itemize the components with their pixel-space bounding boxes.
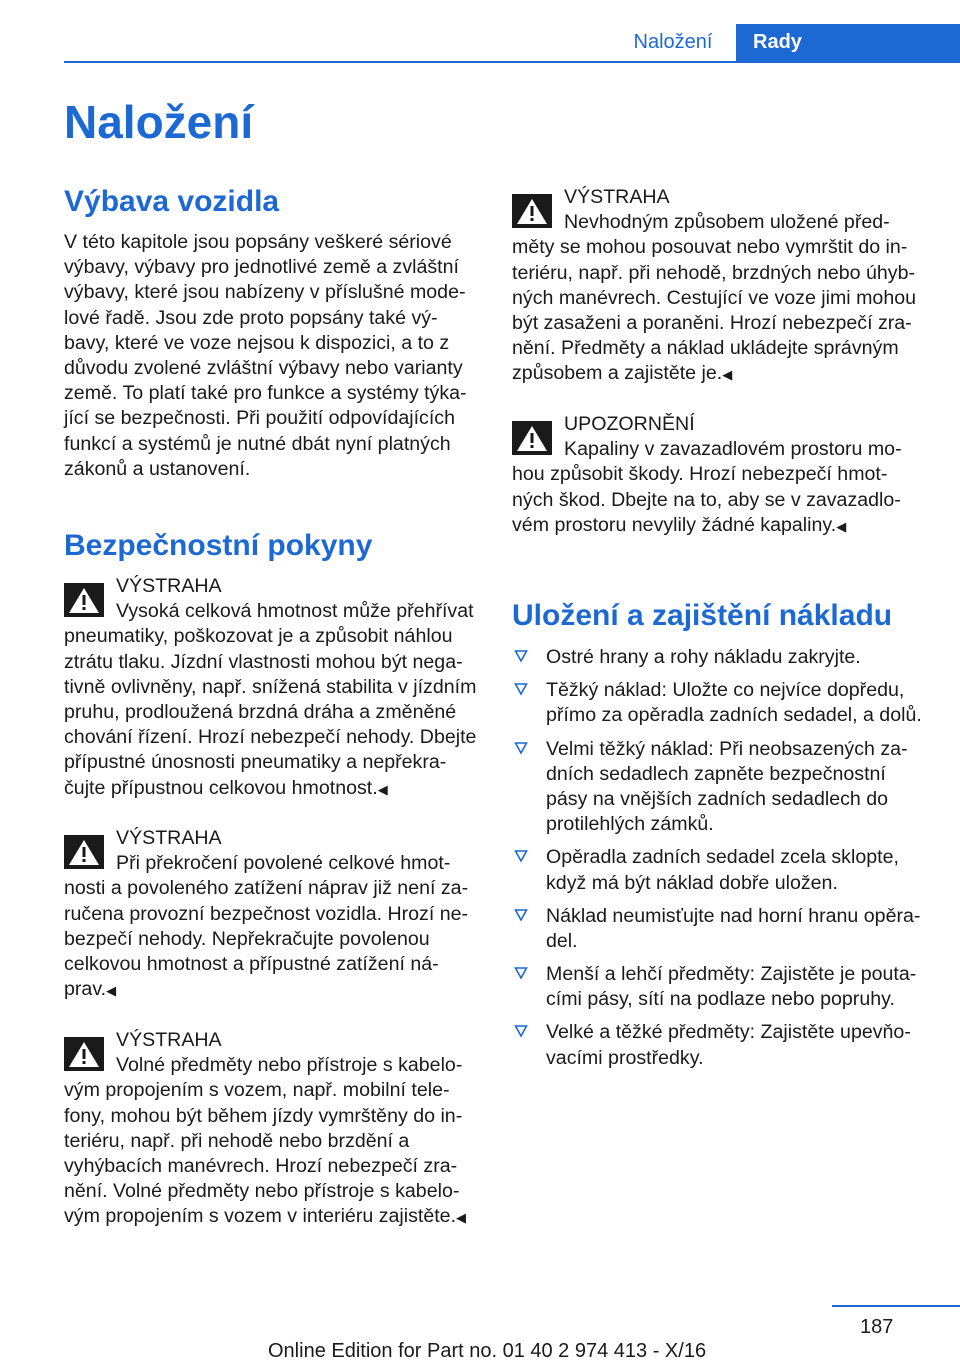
warning-icon: [512, 194, 552, 228]
bullet-text: pásy na vnějších zadních sedadlech do: [546, 787, 889, 810]
bullet-text: vacími prostředky.: [546, 1046, 704, 1069]
end-mark-icon: ◀: [456, 1210, 467, 1226]
list-item: [512, 962, 924, 1012]
bullet-text: Velmi těžký náklad: Při neobsazených za‐: [546, 737, 908, 760]
text-line: Nevhodným způsobem uložené před‐: [564, 211, 890, 234]
text-line: funkcí a systémů je nutné dbát nyní platných: [64, 432, 451, 455]
text-line: nosti a povoleného zatížení náprav již není za‐: [64, 877, 469, 900]
bullet-text: Ostré hrany a rohy nákladu zakryjte.: [546, 646, 861, 668]
end-mark-icon: ◀: [377, 781, 388, 797]
text-line: nění. Volné předměty nebo přístroje s kabelo‐: [64, 1180, 460, 1203]
triangle-bullet-icon: [514, 682, 528, 696]
warning-block: [512, 185, 924, 387]
text-line: měty se mohou posouvat nebo vymrštit do in‐: [512, 236, 908, 259]
text-line: Vysoká celková hmotnost může přehřívat: [116, 600, 474, 623]
edition-note: Online Edition for Part no. 01 40 2 974 413 - X/16: [268, 1340, 707, 1362]
bullet-text: Opěradla zadních sedadel zcela sklopte,: [546, 846, 899, 869]
text-line: zákonů a ustanovení.: [64, 457, 251, 480]
bullet-text: del.: [546, 929, 578, 952]
warning-title: VÝSTRAHA: [116, 1029, 222, 1051]
header-rule: [64, 61, 960, 63]
text-line: chování řízení. Hrozí nebezpečí nehody. Dbejte: [64, 726, 477, 749]
text-line: bezpečí nehody. Nepřekračujte povolenou: [64, 927, 430, 950]
text-line: vyhýbacích manévrech. Hrozí nebezpečí zra‐: [64, 1154, 458, 1177]
text-line: vým propojením s vozem v interiéru zajistěte.: [64, 1205, 457, 1228]
text-line: vém prostoru nevylily žádné kapaliny.: [512, 513, 837, 536]
warning-icon: [64, 835, 104, 869]
warning-block: [64, 826, 480, 1002]
text-line: teriéru, např. při nehodě, brzdných nebo úhyb‐: [512, 261, 916, 284]
list-item: [512, 645, 924, 670]
end-mark-icon: ◀: [722, 367, 733, 383]
heading-bezpecnost: Bezpečnostní pokyny: [64, 529, 373, 562]
warning-block: [64, 574, 480, 801]
page-number: 187: [860, 1316, 894, 1338]
tab-chapter-label: Rady: [753, 31, 802, 53]
bullet-text: Menší a lehčí předměty: Zajistěte je pouta‐: [546, 963, 917, 986]
text-line: tivně ovlivněny, např. snížená stabilita v jízdním: [64, 675, 477, 698]
tab-chapter[interactable]: [736, 24, 960, 61]
text-line: bavy, které ve voze nejsou k dispozici, a to z: [64, 331, 450, 354]
page-title: Naložení: [64, 96, 254, 148]
bullet-list: [512, 645, 924, 1071]
warning-title: VÝSTRAHA: [116, 575, 222, 597]
list-item: [512, 845, 924, 895]
text-line: vým propojením s vozem, např. mobilní tele‐: [64, 1079, 450, 1102]
text-line: prav.: [64, 978, 107, 1001]
vybava-paragraph: [64, 230, 480, 482]
bullet-text: dních sedadlech zapněte bezpečnostní: [546, 762, 886, 785]
warning-icon: [64, 583, 104, 617]
bullet-text: když má být náklad dobře uložen.: [546, 871, 838, 894]
text-line: ztrátu tlaku. Jízdní vlastnosti mohou být nega‐: [64, 650, 463, 673]
text-line: Při překročení povolené celkové hmot‐: [116, 852, 451, 875]
footer-rule: [832, 1305, 960, 1307]
notice-title: UPOZORNĚNÍ: [564, 413, 695, 435]
text-line: teriéru, např. při nehodě nebo brzdění a: [64, 1129, 410, 1152]
text-line: pruhu, prodloužená brzdná dráha a změněné: [64, 700, 457, 723]
bullet-text: cími pásy, sítí na podlaze nebo popruhy.: [546, 988, 895, 1011]
triangle-bullet-icon: [514, 649, 528, 663]
tab-section[interactable]: Naložení: [633, 31, 713, 53]
text-line: důvodu zvolené zvláštní výbavy nebo varianty: [64, 356, 463, 379]
text-line: být zasaženi a poraněni. Hrozí nebezpečí zra‐: [512, 311, 912, 334]
triangle-bullet-icon: [514, 908, 528, 922]
text-line: země. To platí také pro funkce a systémy týka‐: [64, 382, 467, 405]
text-line: fony, mohou být během jízdy vymrštěny do in‐: [64, 1104, 463, 1127]
text-line: čujte přípustnou celkovou hmotnost.: [64, 776, 378, 799]
list-item: [512, 904, 924, 954]
end-mark-icon: ◀: [836, 518, 847, 534]
text-line: výbavy, výbavy pro jednotlivé země a zvláštní: [64, 256, 459, 279]
heading-ulozeni: Uložení a zajištění nákladu: [512, 599, 893, 632]
list-item: [512, 1020, 924, 1070]
list-item: [512, 737, 924, 838]
warning-title: VÝSTRAHA: [116, 827, 222, 849]
text-line: pneumatiky, poškozovat je a způsobit náhlou: [64, 625, 453, 648]
bullet-text: Náklad neumisťujte nad horní hranu opěra‐: [546, 904, 921, 927]
list-item: [512, 678, 924, 728]
text-line: způsobem a zajistěte je.: [512, 362, 723, 385]
text-line: jící se bezpečnosti. Při použití odpovídajících: [64, 407, 455, 430]
bullet-text: protilehlých zámků.: [546, 813, 714, 836]
warning-icon: [512, 421, 552, 455]
text-line: lové řadě. Jsou zde proto popsány také vý‐: [64, 306, 438, 329]
text-line: nění. Předměty a náklad ukládejte správným: [512, 337, 899, 360]
bullet-text: Těžký náklad: Uložte co nejvíce dopředu,: [546, 679, 905, 702]
text-line: ných manévrech. Cestující ve voze jimi mohou: [512, 286, 917, 309]
warning-title: VÝSTRAHA: [564, 186, 670, 208]
triangle-bullet-icon: [514, 849, 528, 863]
triangle-bullet-icon: [514, 966, 528, 980]
text-line: hou způsobit škody. Hrozí nebezpečí hmot‐: [512, 463, 888, 486]
text-line: výbavy, které jsou nabízeny v příslušné mode‐: [64, 281, 466, 304]
notice-block: [512, 412, 924, 538]
heading-vybava: Výbava vozidla: [64, 185, 280, 218]
text-line: přípustné únosnosti pneumatiky a nepřekra‐: [64, 751, 447, 774]
text-line: ručena provozní bezpečnost vozidla. Hrozí ne‐: [64, 902, 469, 925]
triangle-bullet-icon: [514, 741, 528, 755]
text-line: Volné předměty nebo přístroje s kabelo‐: [116, 1054, 463, 1077]
text-line: celkovou hmotnost a přípustné zatížení ná‐: [64, 952, 439, 975]
end-mark-icon: ◀: [106, 983, 117, 999]
bullet-text: přímo za opěradla zadních sedadel, a dolů.: [546, 704, 922, 727]
bullet-text: Velké a těžké předměty: Zajistěte upevňo‐: [546, 1021, 911, 1044]
warning-block: [64, 1028, 480, 1230]
text-line: ných škod. Dbejte na to, aby se v zavazadlo‐: [512, 488, 901, 511]
text-line: V této kapitole jsou popsány veškeré sériové: [64, 231, 452, 253]
warning-icon: [64, 1037, 104, 1071]
text-line: Kapaliny v zavazadlovém prostoru mo‐: [564, 438, 902, 461]
triangle-bullet-icon: [514, 1024, 528, 1038]
